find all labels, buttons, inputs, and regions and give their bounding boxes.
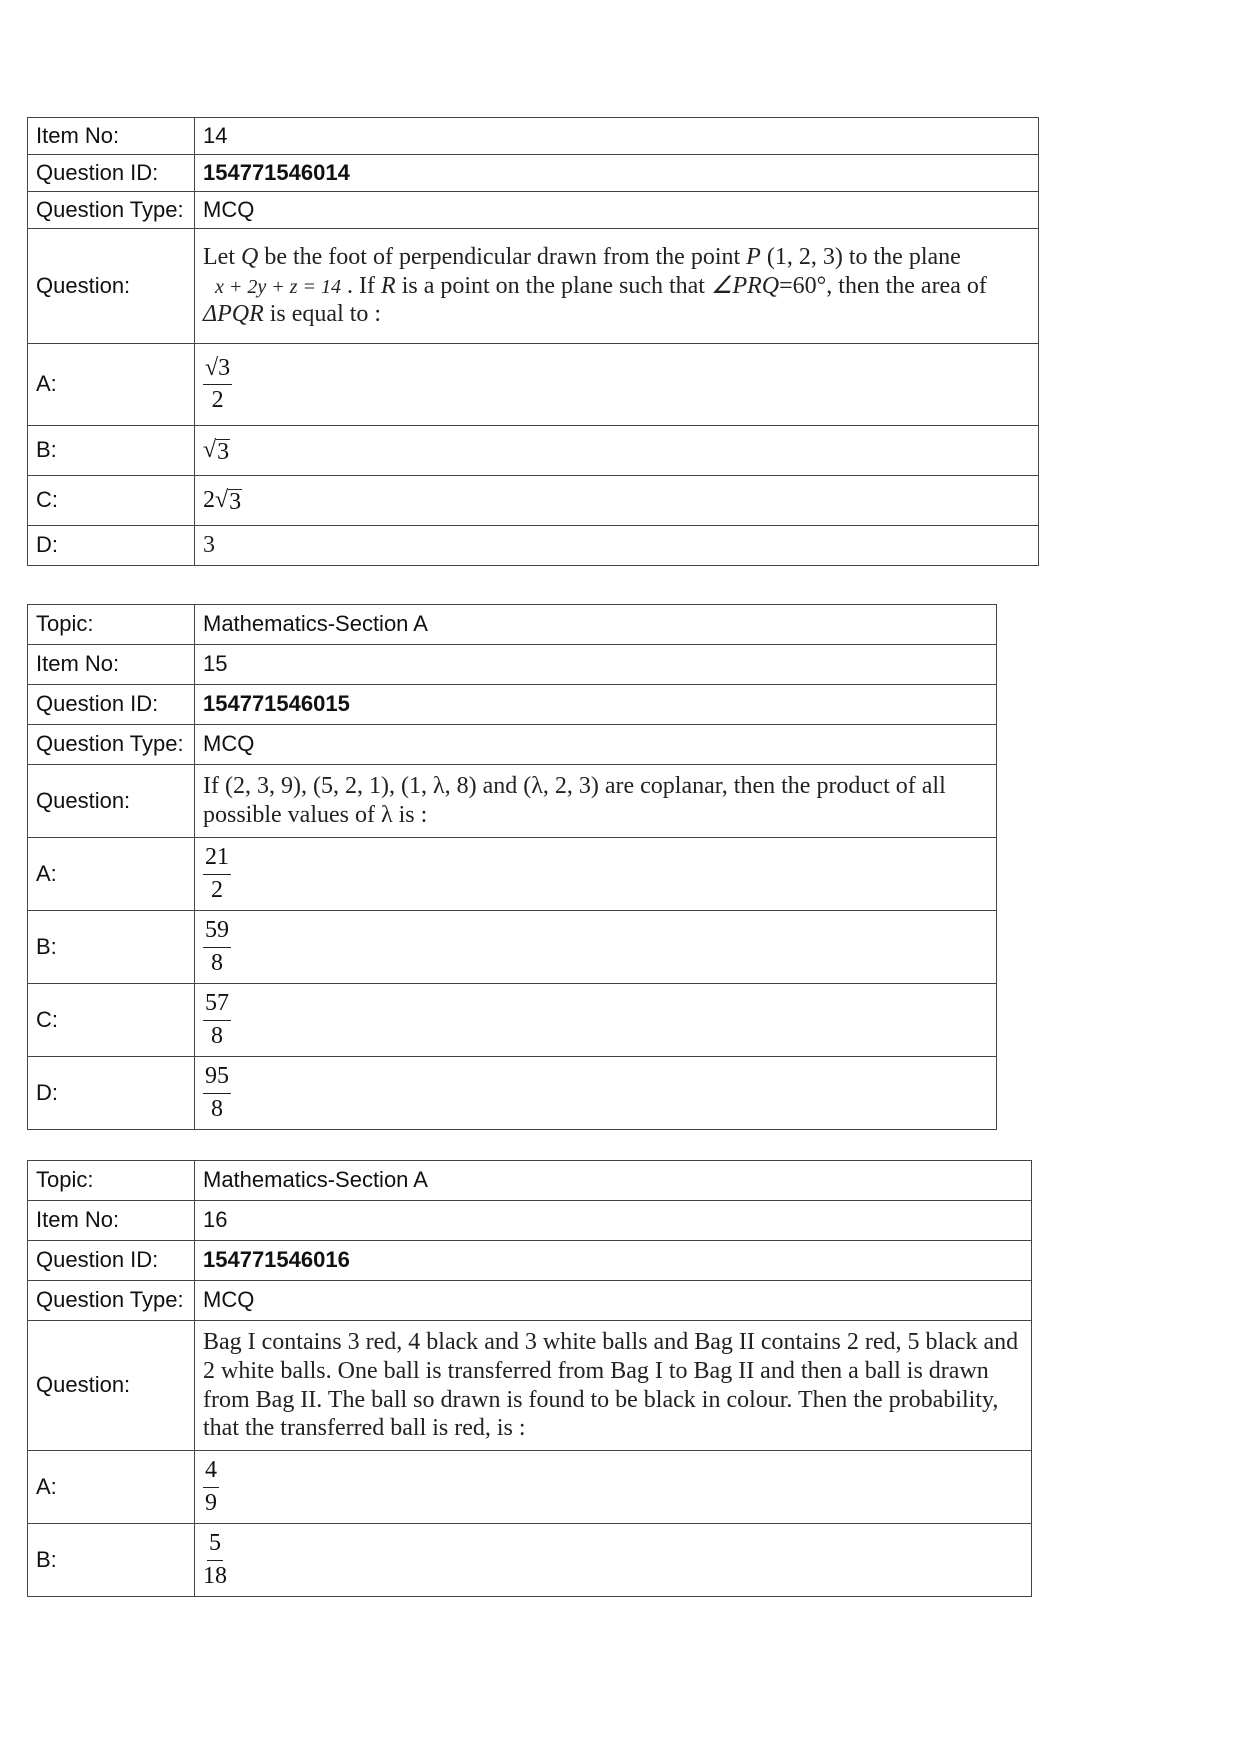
question-id-label: Question ID: (28, 1241, 195, 1281)
option-label: B: (28, 911, 195, 984)
question-label: Question: (28, 1321, 195, 1451)
option-row-d (28, 1057, 997, 1130)
question-type-label: Question Type: (28, 192, 195, 229)
fraction-denominator: 8 (211, 949, 223, 976)
option-label: D: (28, 526, 195, 566)
question-text: If (2, 3, 9), (5, 2, 1), (1, λ, 8) and (λ, 2, 3) are coplanar, then the product of all possible values of λ is : (195, 765, 997, 838)
question-table-15 (27, 604, 997, 1130)
q-text-part: is a point on the plane such that (395, 272, 711, 299)
question-id-label: Question ID: (28, 685, 195, 725)
fraction (203, 1064, 231, 1121)
option-row-b (28, 1524, 1032, 1597)
item-row (28, 118, 1039, 155)
question-type-row (28, 192, 1039, 229)
item-row (28, 645, 997, 685)
fraction-numerator: 95 (203, 1064, 231, 1093)
question-table-16 (27, 1160, 1032, 1597)
fraction-denominator: 8 (211, 1095, 223, 1122)
question-type: MCQ (195, 725, 997, 765)
question-type-row (28, 1281, 1032, 1321)
item-row (28, 1201, 1032, 1241)
question-id: 154771546016 (195, 1241, 1032, 1281)
option-row-a (28, 1451, 1032, 1524)
topic-label: Topic: (28, 1161, 195, 1201)
option-value (195, 1451, 1032, 1524)
plane-equation: x + 2y + z = 14 (215, 275, 342, 298)
option-value (195, 344, 1039, 426)
topic-row (28, 605, 997, 645)
q-text-part: (1, 2, 3) to the plane (760, 243, 961, 270)
option-label: C: (28, 984, 195, 1057)
option-row-a (28, 344, 1039, 426)
option-row-b (28, 426, 1039, 476)
question-type-label: Question Type: (28, 1281, 195, 1321)
fraction-numerator: 5 (207, 1531, 223, 1560)
q-triangle: ΔPQR (203, 301, 264, 328)
option-value (195, 426, 1039, 476)
sqrt-symbol: √ (203, 437, 217, 464)
fraction-numerator: 59 (203, 918, 231, 947)
topic-row (28, 1161, 1032, 1201)
fraction (203, 1458, 219, 1515)
fraction (203, 918, 231, 975)
fraction (203, 356, 232, 413)
question-row (28, 1321, 1032, 1451)
option-value (195, 838, 997, 911)
q-text-part: be the foot of perpendicular drawn from the point (258, 243, 747, 270)
fraction (203, 845, 231, 902)
option-label: A: (28, 838, 195, 911)
q-text-part: =60°, then the area of (779, 272, 987, 299)
question-id: 154771546014 (195, 155, 1039, 192)
option-value (195, 476, 1039, 526)
square-root (203, 486, 242, 515)
option-label: A: (28, 344, 195, 426)
coefficient: 2 (203, 487, 215, 514)
option-value (195, 1524, 1032, 1597)
question-type: MCQ (195, 1281, 1032, 1321)
sqrt-symbol: √ (215, 487, 229, 514)
question-label: Question: (28, 229, 195, 344)
question-row (28, 229, 1039, 344)
fraction-numerator: 4 (203, 1458, 219, 1487)
fraction (203, 1531, 227, 1588)
question-label: Question: (28, 765, 195, 838)
fraction-denominator: 9 (205, 1489, 217, 1516)
question-type-row (28, 725, 997, 765)
option-label: B: (28, 1524, 195, 1597)
q-text-part: Let (203, 243, 241, 270)
question-id-row (28, 1241, 1032, 1281)
option-label: C: (28, 476, 195, 526)
fraction-numerator: 57 (203, 991, 231, 1020)
topic: Mathematics-Section A (195, 1161, 1032, 1201)
q-text-part: . If (341, 272, 382, 299)
fraction-numerator: √3 (203, 356, 232, 385)
option-value (195, 984, 997, 1057)
question-table-14 (27, 117, 1039, 566)
question-row (28, 765, 997, 838)
option-row-d (28, 526, 1039, 566)
topic-label: Topic: (28, 605, 195, 645)
item-number: 14 (195, 118, 1039, 155)
fraction-numerator: 21 (203, 845, 231, 874)
square-root (203, 436, 230, 465)
option-label: A: (28, 1451, 195, 1524)
option-value (195, 1057, 997, 1130)
radicand: 3 (217, 438, 230, 465)
fraction-denominator: 18 (203, 1562, 227, 1589)
question-text: Bag I contains 3 red, 4 black and 3 white balls and Bag II contains 2 red, 5 black and 2 white balls. One ball is transferred from Bag I to Bag II and then a ball is drawn from Bag II. The ball so drawn is found to be black in colour. Then the probability, that the transferred ball is red, is : (195, 1321, 1032, 1451)
fraction-denominator: 2 (211, 387, 224, 413)
item-label: Item No: (28, 118, 195, 155)
option-label: B: (28, 426, 195, 476)
item-label: Item No: (28, 1201, 195, 1241)
item-number: 16 (195, 1201, 1032, 1241)
q-text-part: is equal to : (263, 301, 382, 328)
q-var-p: P (746, 243, 761, 270)
item-number: 15 (195, 645, 997, 685)
question-type: MCQ (195, 192, 1039, 229)
fraction (203, 991, 231, 1048)
option-row-b (28, 911, 997, 984)
option-row-c (28, 984, 997, 1057)
topic: Mathematics-Section A (195, 605, 997, 645)
question-id-row (28, 155, 1039, 192)
option-label: D: (28, 1057, 195, 1130)
question-text (195, 229, 1039, 344)
option-value (195, 911, 997, 984)
item-label: Item No: (28, 645, 195, 685)
option-value: 3 (195, 526, 1039, 566)
question-id: 154771546015 (195, 685, 997, 725)
fraction-denominator: 2 (211, 876, 223, 903)
fraction-denominator: 8 (211, 1022, 223, 1049)
question-type-label: Question Type: (28, 725, 195, 765)
option-row-c (28, 476, 1039, 526)
question-id-label: Question ID: (28, 155, 195, 192)
q-angle: ∠PRQ (710, 272, 780, 299)
q-var-q: Q (240, 243, 259, 270)
question-id-row (28, 685, 997, 725)
q-var-r: R (381, 272, 396, 299)
radicand: 3 (229, 488, 242, 515)
option-row-a (28, 838, 997, 911)
